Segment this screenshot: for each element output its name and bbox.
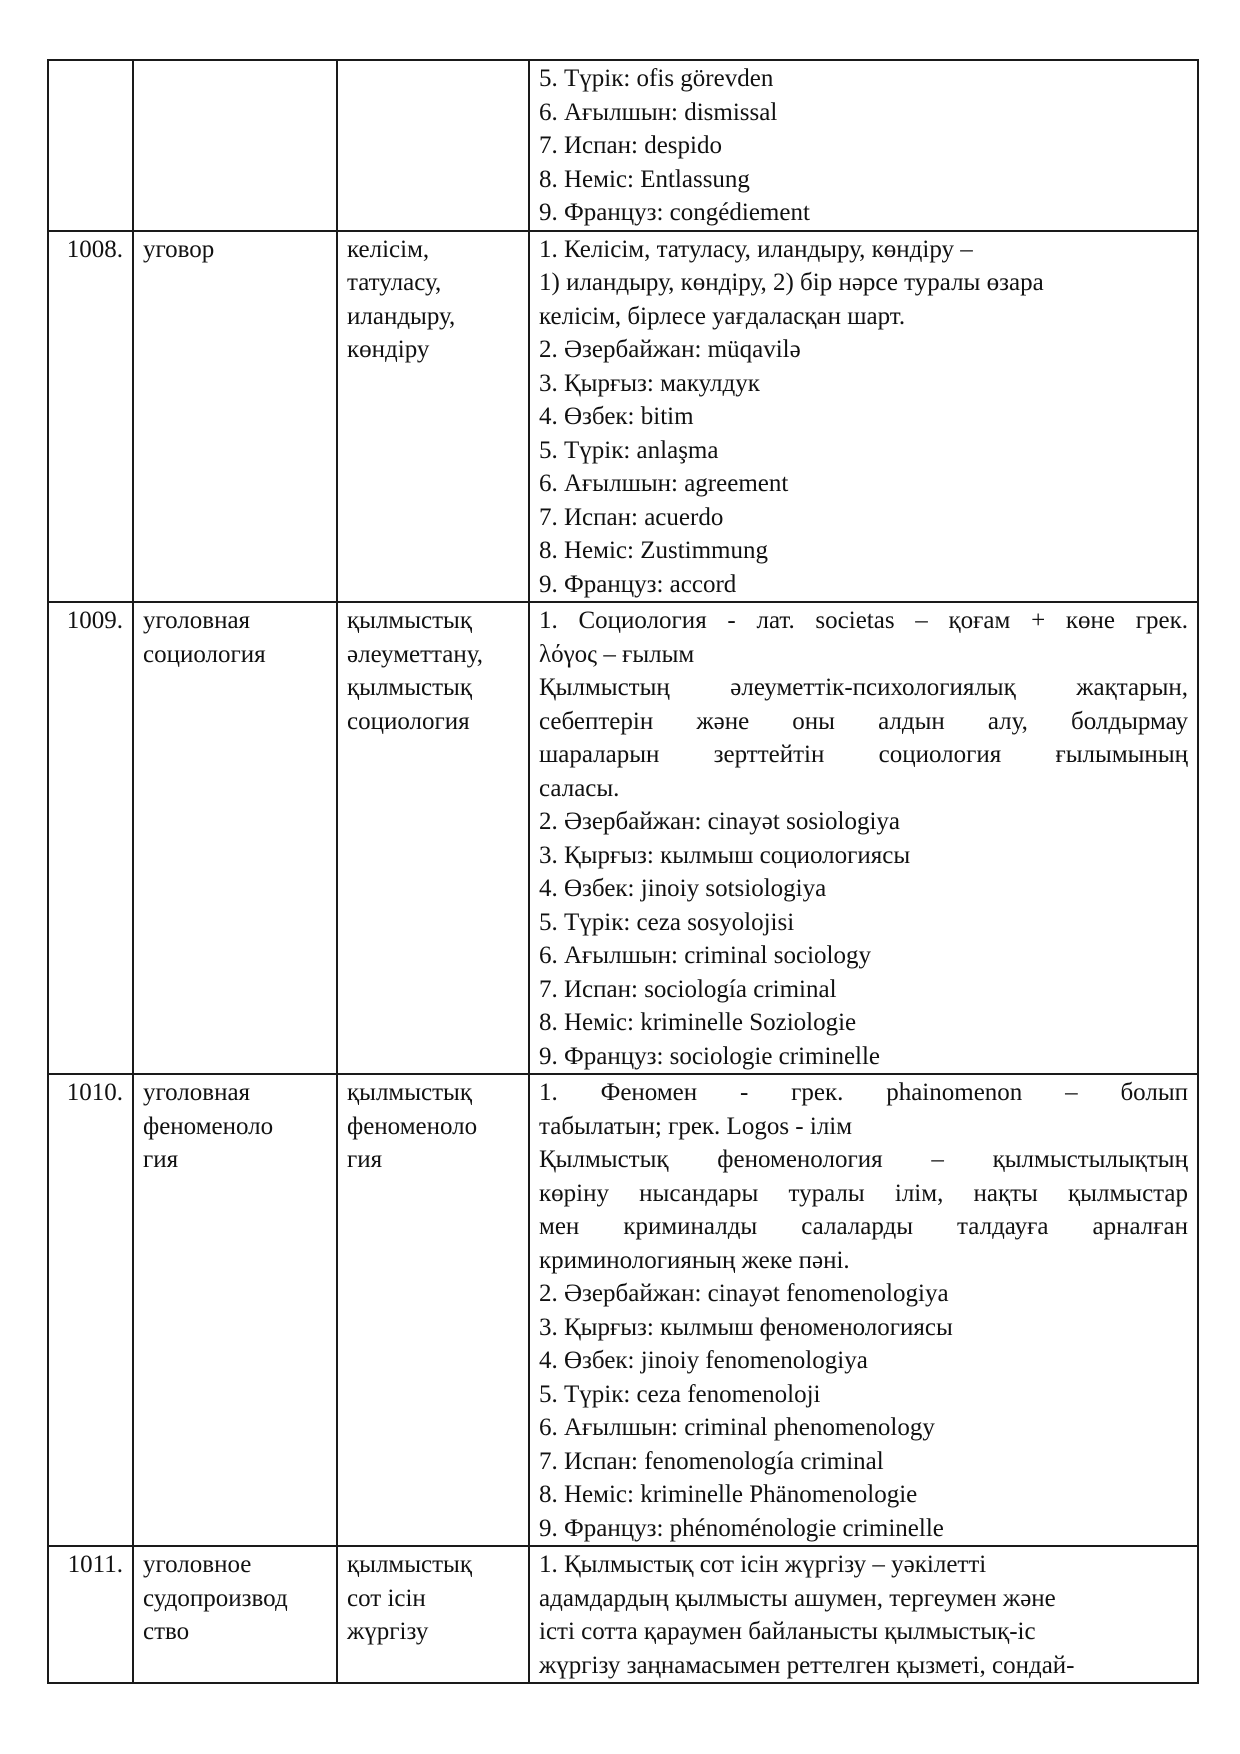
entry-number: 1011.: [67, 1551, 123, 1578]
kazakh-term-cell: [337, 1546, 529, 1683]
kazakh-term-line: көндіру: [347, 336, 430, 363]
russian-term-line: судопроизвод: [143, 1584, 288, 1612]
definition-line: Қылмыстық феноменология – қылмыстылықтың: [539, 1146, 1188, 1173]
definition-cell: [529, 231, 1198, 603]
definition-line: криминологияның жеке пәні.: [539, 1246, 850, 1274]
kazakh-term-line: қылмыстық: [347, 1551, 472, 1578]
russian-term-line: уголовное: [143, 1551, 252, 1578]
definition-line: 9. Француз: phénoménologie criminelle: [539, 1514, 944, 1542]
definition-line: 9. Француз: congédiement: [539, 199, 810, 226]
definition-line: 1. Социология - лат. societas – қоғам + көне грек.: [539, 607, 1188, 634]
kazakh-term-line: социология: [347, 707, 470, 735]
russian-term-cell: [133, 602, 337, 1074]
definition-cell: [529, 60, 1198, 231]
definition-line: 1. Қылмыстық сот ісін жүргізу – уәкілетті: [539, 1551, 987, 1578]
kazakh-term-line: феноменоло: [347, 1112, 478, 1140]
definition-line: мен криминалды салаларды талдауға арналған: [539, 1213, 1188, 1240]
definition-line: 8. Неміс: Entlassung: [539, 165, 750, 193]
definition-line: λόγος – ғылым: [539, 640, 695, 668]
definition-line: 8. Неміс: kriminelle Phänomenologie: [539, 1481, 918, 1508]
kazakh-term-line: келісім,: [347, 235, 430, 263]
entry-number: 1010.: [66, 1079, 123, 1106]
table-row: [48, 1074, 1198, 1546]
definition-line: 1. Феномен - грек. phainomenon – болып: [539, 1079, 1188, 1106]
entry-number-cell: [48, 1546, 133, 1683]
table-row: [48, 231, 1198, 603]
kazakh-term-line: қылмыстық: [347, 1079, 472, 1106]
definition-line: 3. Қырғыз: кылмыш феноменологиясы: [539, 1313, 953, 1341]
definition-line: 3. Қырғыз: кылмыш социологиясы: [539, 841, 911, 869]
entry-number: 1009.: [66, 607, 123, 634]
kazakh-term-cell: [337, 60, 529, 231]
russian-term-line: гия: [143, 1146, 179, 1173]
definition-line: келісім, бірлесе уағдаласқан шарт.: [539, 302, 906, 330]
table-row: [48, 602, 1198, 1074]
definition-line: саласы.: [539, 774, 620, 802]
definition-line: шараларын зерттейтін социология ғылымының: [539, 741, 1188, 768]
entry-number-cell: [48, 60, 133, 231]
russian-term-line: уголовная: [143, 607, 251, 634]
definition-line: себептерін және оны алдын алу, болдырмау: [539, 707, 1188, 735]
definition-line: көріну нысандары туралы ілім, нақты қылмыстар: [539, 1179, 1188, 1207]
glossary-table: [47, 59, 1199, 1684]
definition-line: 6. Ағылшын: dismissal: [539, 98, 778, 126]
definition-cell: [529, 1074, 1198, 1546]
definition-line: 9. Француз: accord: [539, 570, 737, 598]
definition-line: 2. Әзербайжан: cinayət fenomenologiya: [539, 1280, 949, 1307]
kazakh-term-line: иландыру,: [347, 302, 456, 330]
russian-term: уговор: [143, 235, 215, 263]
russian-term-cell: [133, 1074, 337, 1546]
definition-line: 6. Ағылшын: criminal phenomenology: [539, 1414, 935, 1441]
definition-line: 3. Қырғыз: макулдук: [539, 369, 760, 397]
kazakh-term-line: әлеуметтану,: [347, 640, 484, 668]
entry-number-cell: [48, 1074, 133, 1546]
table-row: [48, 60, 1198, 231]
table-row: [48, 1546, 1198, 1683]
definition-line: 8. Неміс: kriminelle Soziologie: [539, 1009, 857, 1036]
definition-line: 5. Түрік: anlaşma: [539, 436, 719, 464]
russian-term-line: ство: [143, 1618, 190, 1645]
entry-number: 1008.: [66, 235, 123, 263]
russian-term-cell: [133, 1546, 337, 1683]
russian-term-line: уголовная: [143, 1079, 251, 1106]
definition-line: 1) иландыру, көндіру, 2) бір нәрсе туралы өзара: [539, 269, 1044, 296]
definition-line: 5. Түрік: ofis görevden: [539, 65, 774, 92]
definition-line: 4. Өзбек: jinoiy sotsiologiya: [539, 875, 827, 902]
entry-number-cell: [48, 602, 133, 1074]
definition-line: 8. Неміс: Zustimmung: [539, 537, 768, 564]
definition-line: 7. Испан: sociología criminal: [539, 975, 837, 1003]
definition-line: жүргізу заңнамасымен реттелген қызметі, сондай-: [539, 1651, 1075, 1679]
definition-line: табылатын; грек. Logos - ілім: [539, 1112, 853, 1140]
russian-term-cell: [133, 231, 337, 603]
definition-line: 5. Түрік: ceza fenomenoloji: [539, 1380, 821, 1408]
entry-number-cell: [48, 231, 133, 603]
definition-line: 2. Әзербайжан: müqavilə: [539, 336, 801, 363]
definition-line: 1. Келісім, татуласу, иландыру, көндіру –: [539, 235, 973, 263]
kazakh-term-line: сот ісін: [347, 1584, 426, 1612]
definition-line: 4. Өзбек: jinoiy fenomenologiya: [539, 1347, 868, 1374]
kazakh-term-line: татуласу,: [347, 269, 442, 296]
kazakh-term-cell: [337, 1074, 529, 1546]
definition-line: Қылмыстың әлеуметтік-психологиялық жақтарын,: [539, 674, 1188, 701]
russian-term-line: социология: [143, 640, 266, 668]
definition-cell: [529, 1546, 1198, 1683]
kazakh-term-line: қылмыстық: [347, 674, 472, 701]
definition-cell: [529, 602, 1198, 1074]
definition-line: 6. Ағылшын: criminal sociology: [539, 942, 871, 969]
russian-term-line: феноменоло: [143, 1112, 274, 1140]
russian-term-cell: [133, 60, 337, 231]
kazakh-term-cell: [337, 602, 529, 1074]
definition-line: адамдардың қылмысты ашумен, тергеумен және: [539, 1584, 1056, 1612]
definition-line: 5. Түрік: ceza sosyolojisi: [539, 908, 795, 936]
definition-line: 6. Ағылшын: agreement: [539, 470, 789, 497]
definition-line: 4. Өзбек: bitim: [539, 403, 694, 430]
kazakh-term-line: жүргізу: [347, 1618, 429, 1645]
definition-line: істі сотта қараумен байланысты қылмыстық-іс: [539, 1618, 1036, 1645]
definition-line: 7. Испан: despido: [539, 132, 722, 159]
kazakh-term-line: гия: [347, 1146, 383, 1173]
kazakh-term-line: қылмыстық: [347, 607, 472, 634]
definition-line: 9. Француз: sociologie criminelle: [539, 1042, 881, 1070]
definition-line: 7. Испан: fenomenología criminal: [539, 1447, 884, 1475]
definition-line: 7. Испан: acuerdo: [539, 503, 724, 531]
definition-line: 2. Әзербайжан: cinayət sosiologiya: [539, 808, 900, 835]
kazakh-term-cell: [337, 231, 529, 603]
